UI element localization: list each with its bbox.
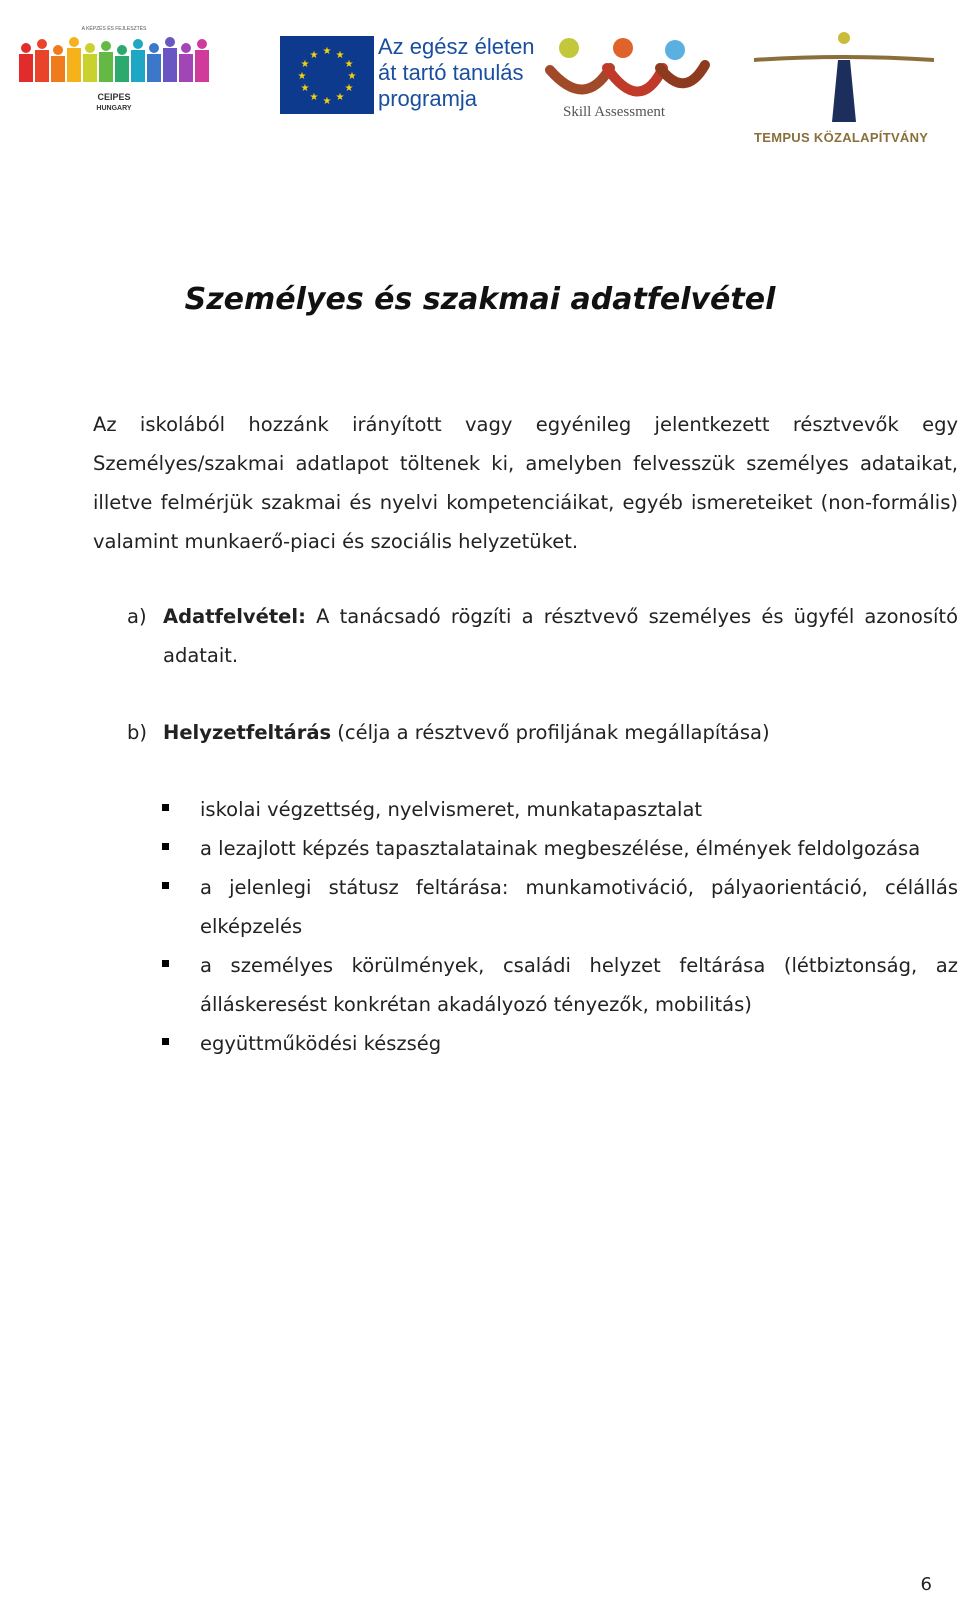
square-bullet-icon xyxy=(162,804,169,811)
bullet-text: a lezajlott képzés tapasztalatainak megbeszélése, élmények feldolgozása xyxy=(200,837,921,860)
svg-text:★: ★ xyxy=(300,59,310,70)
eu-program-line-2: át tartó tanulás xyxy=(378,60,524,85)
page-title: Személyes és szakmai adatfelvétel xyxy=(184,282,776,317)
eu-program-line-1: Az egész életen xyxy=(378,34,535,59)
square-bullet-icon xyxy=(162,960,169,967)
list-item-b xyxy=(127,713,958,752)
svg-text:★: ★ xyxy=(322,96,332,107)
svg-text:A KÉPZÉS ÉS FEJLESZTÉS: A KÉPZÉS ÉS FEJLESZTÉS xyxy=(81,26,147,32)
svg-text:★: ★ xyxy=(309,50,319,61)
skill-assessment-logo xyxy=(545,30,715,125)
list-marker-b: b) xyxy=(127,721,147,744)
bullet-item xyxy=(162,946,958,1024)
intro-paragraph: Az iskolából hozzánk irányított vagy egyénileg jelentkezett résztvevők egy Személyes/szakmai adatlapot töltenek ki, amelyben felvesszük személyes adataikat, illetve felmérjük szakmai és nyelvi kompetenciáikat, egyéb ismereteiket (non-formális) valamint munkaerő-piaci és szociális helyzetüket. xyxy=(93,413,958,553)
svg-text:★: ★ xyxy=(322,46,332,57)
svg-text:★: ★ xyxy=(347,71,357,82)
svg-text:★: ★ xyxy=(297,71,307,82)
bullet-text: a jelenlegi státusz feltárása: munkamotiváció, pályaorientáció, célállás elképzelés xyxy=(200,876,958,938)
skill-assessment-figures-icon xyxy=(545,30,715,100)
svg-text:★: ★ xyxy=(335,50,345,61)
svg-text:HUNGARY: HUNGARY xyxy=(96,105,132,112)
svg-text:★: ★ xyxy=(344,59,354,70)
svg-text:CEIPES: CEIPES xyxy=(97,92,131,102)
ceipes-hungary-logo xyxy=(14,8,224,116)
item-a-text: A tanácsadó rögzíti a résztvevő személyes és ügyfél azonosító adatait. xyxy=(163,605,958,667)
square-bullet-icon xyxy=(162,843,169,850)
bullet-item xyxy=(162,868,958,946)
eu-lifelong-learning-logo xyxy=(280,34,535,116)
page-number: 6 xyxy=(920,1574,932,1595)
skill-assessment-label: Skill Assessment xyxy=(563,104,666,120)
list-marker-a: a) xyxy=(127,605,147,628)
square-bullet-icon xyxy=(162,882,169,889)
item-b-text: (célja a résztvevő profiljának megállapítása) xyxy=(331,721,770,744)
svg-text:★: ★ xyxy=(300,83,310,94)
svg-text:★: ★ xyxy=(335,92,345,103)
item-b-heading: Helyzetfeltárás xyxy=(163,721,332,744)
eu-flag-icon xyxy=(280,36,374,114)
tempus-label: TEMPUS KÖZALAPÍTVÁNY xyxy=(754,130,929,145)
list-item-a xyxy=(127,597,958,675)
bullet-text: a személyes körülmények, családi helyzet feltárása (létbiztonság, az álláskeresést konkrétan akadályozó tényezők, mobilitás) xyxy=(200,954,958,1016)
item-a-heading: Adatfelvétel: xyxy=(163,605,306,628)
bullet-item xyxy=(162,790,958,829)
svg-text:★: ★ xyxy=(344,83,354,94)
bullet-text: együttműködési készség xyxy=(200,1032,442,1055)
bullet-list xyxy=(162,790,958,1063)
tempus-kozalapitvany-logo xyxy=(752,26,957,150)
bullet-text: iskolai végzettség, nyelvismeret, munkatapasztalat xyxy=(200,798,703,821)
logo-bar xyxy=(0,0,960,160)
svg-text:★: ★ xyxy=(309,92,319,103)
bullet-item xyxy=(162,829,958,868)
tempus-figure-icon xyxy=(752,26,957,126)
bullet-item xyxy=(162,1024,958,1063)
eu-program-line-3: programja xyxy=(378,86,478,111)
square-bullet-icon xyxy=(162,1038,169,1045)
